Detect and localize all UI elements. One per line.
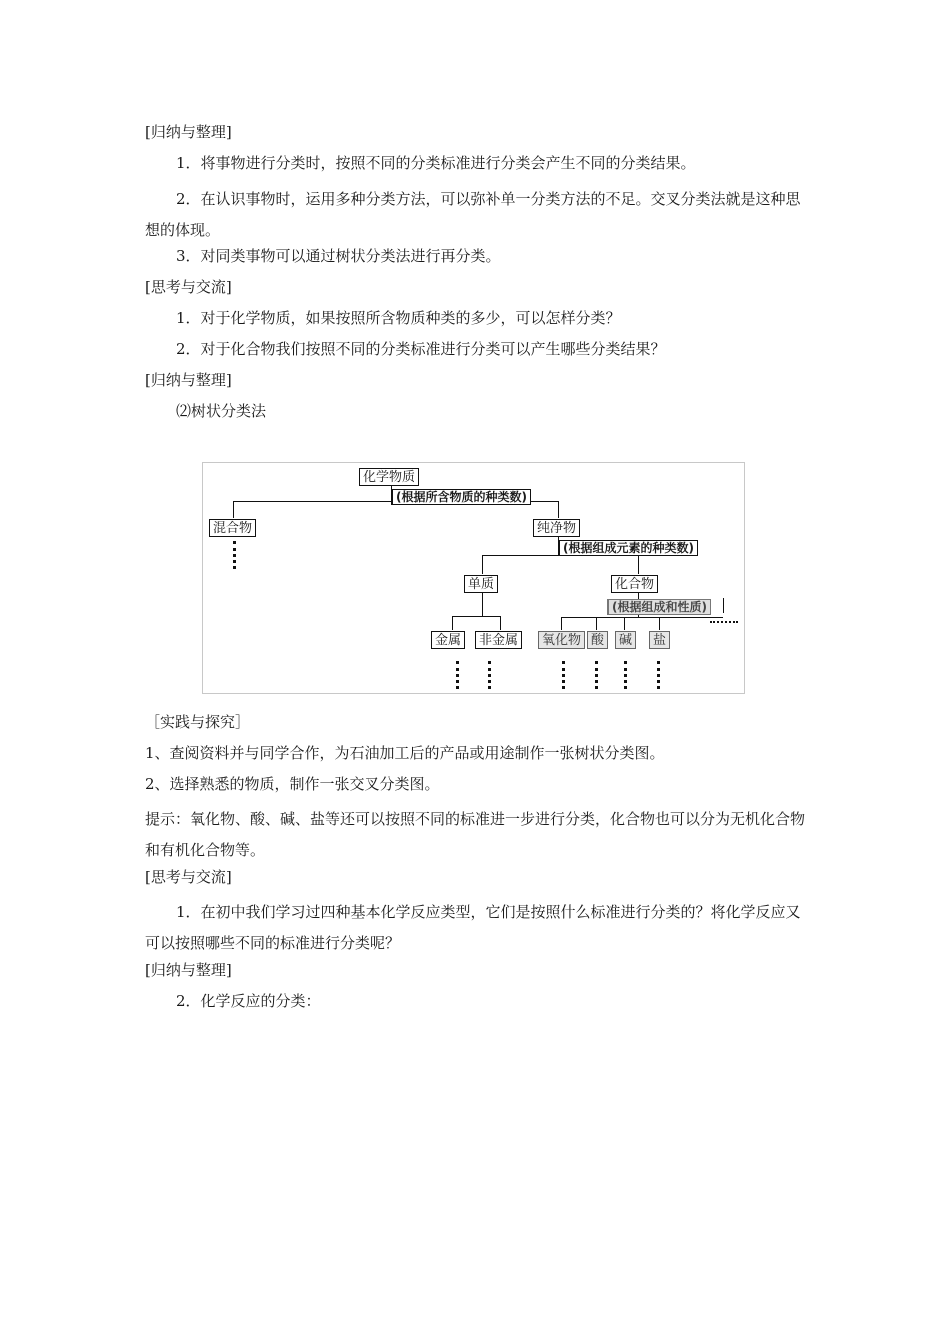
- connector: [482, 593, 483, 616]
- node-pure: 纯净物: [533, 519, 580, 537]
- node-root: 化学物质: [359, 468, 419, 486]
- ellipsis-mark: [624, 661, 627, 689]
- connector: [500, 616, 501, 630]
- section-heading: [归纳与整理]: [145, 371, 232, 389]
- ellipsis-mark: [562, 661, 565, 689]
- section-heading: [思考与交流]: [145, 868, 232, 886]
- paragraph: 2．化学反应的分类：: [176, 992, 321, 1010]
- connector: [659, 617, 660, 630]
- connector: [558, 501, 559, 518]
- tree-diagram: [202, 462, 745, 694]
- node-nonmetal: 非金属: [475, 631, 522, 649]
- node-salt: 盐: [649, 631, 670, 649]
- section-heading: [归纳与整理]: [145, 123, 232, 141]
- connector: [596, 617, 597, 630]
- ellipsis-mark: [710, 621, 738, 623]
- connector: [482, 555, 483, 574]
- connector: [723, 598, 724, 613]
- criterion-label: (根据所含物质的种类数): [391, 489, 531, 505]
- paragraph: 1．在初中我们学习过四种基本化学反应类型，它们是按照什么标准进行分类的？将化学反应又可以按照哪些不同的标准进行分类呢？: [145, 903, 801, 952]
- criterion-label: (根据组成和性质): [607, 599, 711, 615]
- section-heading: ［实践与探究］: [145, 713, 251, 731]
- paragraph: 1、查阅资料并与同学合作，为石油加工后的产品或用途制作一张树状分类图。: [145, 744, 665, 762]
- node-metal: 金属: [431, 631, 465, 649]
- ellipsis-mark: [233, 541, 236, 569]
- connector: [624, 617, 625, 630]
- paragraph: 2、选择熟悉的物质，制作一张交叉分类图。: [145, 775, 440, 793]
- connector: [233, 501, 234, 518]
- section-heading: [归纳与整理]: [145, 961, 232, 979]
- node-acid: 酸: [587, 631, 608, 649]
- paragraph: 2．在认识事物时，运用多种分类方法，可以弥补单一分类方法的不足。交叉分类法就是这种思想的体现。: [145, 190, 801, 239]
- paragraph: 1．将事物进行分类时，按照不同的分类标准进行分类会产生不同的分类结果。: [176, 154, 696, 172]
- connector: [452, 616, 501, 617]
- node-mixture: 混合物: [209, 519, 256, 537]
- paragraph: 2．对于化合物我们按照不同的分类标准进行分类可以产生哪些分类结果？: [176, 340, 666, 358]
- ellipsis-mark: [595, 661, 598, 689]
- section-heading: [思考与交流]: [145, 278, 232, 296]
- connector: [561, 617, 723, 618]
- criterion-label: (根据组成元素的种类数): [558, 540, 698, 556]
- connector: [638, 555, 639, 574]
- node-oxide: 氧化物: [538, 631, 585, 649]
- node-base: 碱: [615, 631, 636, 649]
- paragraph: 1．对于化学物质，如果按照所含物质种类的多少，可以怎样分类？: [176, 309, 621, 327]
- ellipsis-mark: [488, 661, 491, 689]
- paragraph: 提示：氧化物、酸、碱、盐等还可以按照不同的标准进一步进行分类，化合物也可以分为无机化合物和有机化合物等。: [145, 810, 806, 859]
- paragraph: ⑵树状分类法: [176, 402, 267, 420]
- node-compound: 化合物: [611, 575, 658, 593]
- connector: [452, 616, 453, 630]
- connector: [561, 617, 562, 630]
- node-element: 单质: [464, 575, 498, 593]
- ellipsis-mark: [657, 661, 660, 689]
- ellipsis-mark: [456, 661, 459, 689]
- paragraph: 3．对同类事物可以通过树状分类法进行再分类。: [176, 247, 501, 265]
